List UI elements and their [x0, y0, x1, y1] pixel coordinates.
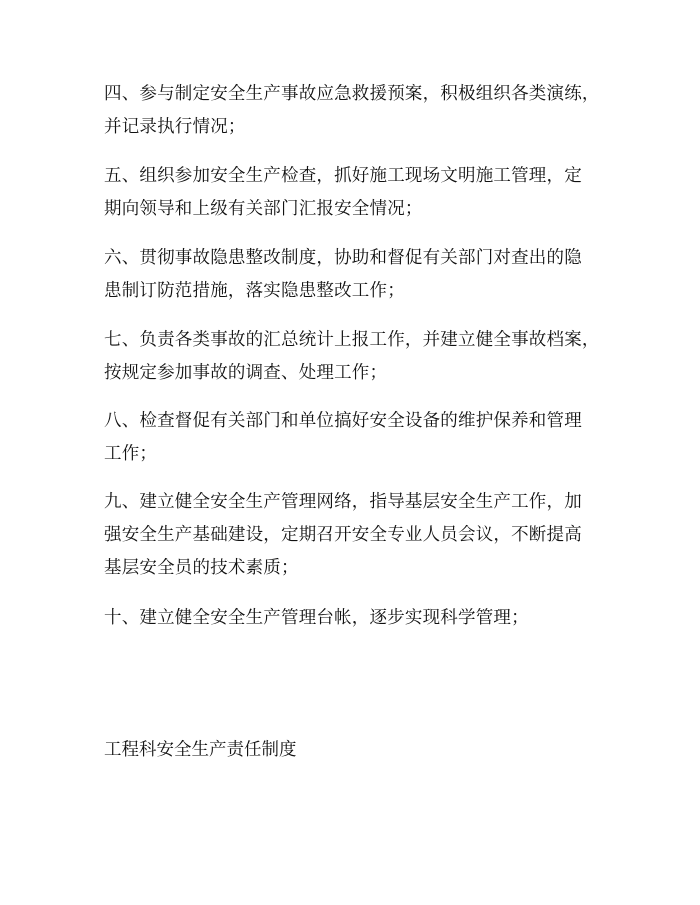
duty-item-9-line-2: 强安全生产基础建设，定期召开安全专业人员会议，不断提高 — [104, 525, 582, 545]
duty-item-9-line-1: 九、建立健全安全生产管理网络，指导基层安全生产工作，加 — [104, 492, 582, 512]
duty-item-8-line-1: 八、检查督促有关部门和单位搞好安全设备的维护保养和管理 — [104, 411, 582, 431]
duty-item-4 — [104, 78, 604, 144]
duty-item-9-line-3: 基层安全员的技术素质； — [104, 558, 299, 578]
duty-item-4-line-1: 四、参与制定安全生产事故应急救援预案，积极组织各类演练， — [104, 84, 600, 104]
duty-item-7-line-1: 七、负责各类事故的汇总统计上报工作，并建立健全事故档案， — [104, 330, 600, 350]
duty-item-8 — [104, 405, 604, 471]
duty-item-5-line-2: 期向领导和上级有关部门汇报安全情况； — [104, 199, 423, 219]
section-title: 工程科安全生产责任制度 — [104, 740, 297, 760]
duty-item-10-line-1: 十、建立健全安全生产管理台帐，逐步实现科学管理； — [104, 608, 529, 628]
duty-item-10 — [104, 602, 604, 635]
duty-item-6-line-1: 六、贯彻事故隐患整改制度，协助和督促有关部门对查出的隐 — [104, 248, 582, 268]
duty-item-6-line-2: 患制订防范措施，落实隐患整改工作； — [104, 281, 405, 301]
duty-item-5-line-1: 五、组织参加安全生产检查，抓好施工现场文明施工管理，定 — [104, 166, 582, 186]
duty-item-8-line-2: 工作； — [104, 444, 158, 464]
duty-item-7-line-2: 按规定参加事故的调查、处理工作； — [104, 363, 388, 383]
duty-item-6 — [104, 242, 604, 308]
duty-item-7 — [104, 324, 604, 390]
duty-item-5 — [104, 160, 604, 226]
duty-item-4-line-2: 并记录执行情况； — [104, 117, 246, 137]
duty-item-9 — [104, 486, 604, 585]
